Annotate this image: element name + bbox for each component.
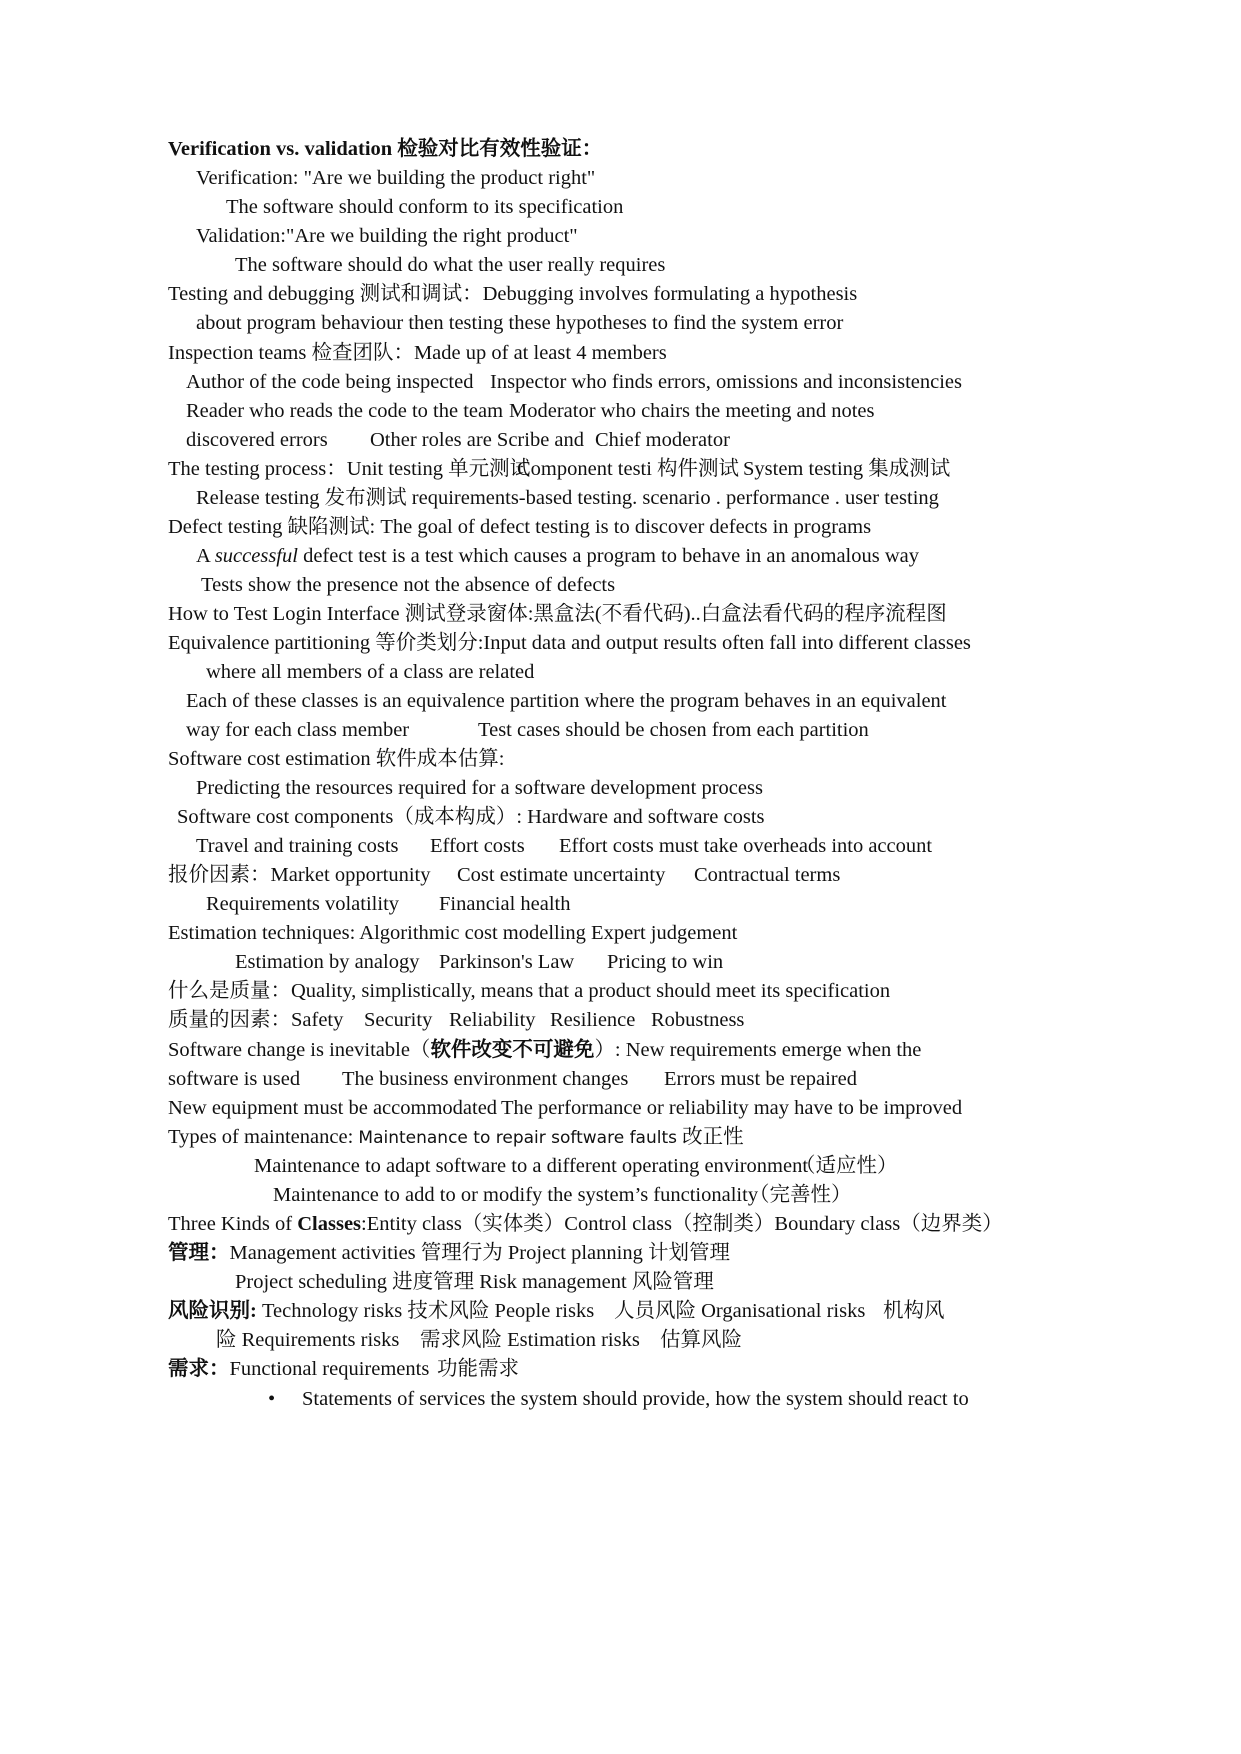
- text-line: Statements of services the system should provide, how the system should react to: [302, 1388, 969, 1410]
- text-line: The performance or reliability may have to be improved: [501, 1097, 963, 1119]
- text-line: Validation:"Are we building the right product": [196, 225, 578, 247]
- text-line: Maintenance to adapt software to a different operating environment: [254, 1155, 809, 1177]
- text-line: Pricing to win: [607, 951, 724, 973]
- text-line: 什么是质量：Quality, simplistically, means that a product should meet its specification: [168, 980, 891, 1002]
- text-line: 估算风险: [660, 1329, 742, 1351]
- text-line: Cost estimate uncertainty: [457, 864, 666, 886]
- text-line: 险 Requirements risks: [216, 1329, 400, 1351]
- text-line: The software should do what the user really requires: [235, 254, 666, 276]
- text-line: How to Test Login Interface 测试登录窗体:黑盒法(不看代码)..白盒法看代码的程序流程图: [168, 603, 947, 625]
- text-line: 质量的因素：Safety: [168, 1009, 344, 1031]
- text-line: Errors must be repaired: [664, 1068, 857, 1090]
- text-line: 需求：Functional requirements: [168, 1358, 430, 1380]
- text-line: where all members of a class are related: [206, 661, 535, 683]
- text-line: Author of the code being inspected: [186, 371, 474, 393]
- bullet-icon: •: [268, 1388, 276, 1410]
- text-line: Inspection teams 检查团队：Made up of at least 4 members: [168, 342, 667, 364]
- text-line: A successful defect test is a test which causes a program to behave in an anomalous way: [196, 545, 919, 567]
- text-line: Software change is inevitable（软件改变不可避免）: New requirements emerge when the: [168, 1039, 922, 1061]
- text-line: Inspector who finds errors, omissions and inconsistencies: [490, 371, 962, 393]
- heading-verification-validation: Verification vs. validation 检验对比有效性验证：: [168, 138, 603, 160]
- text-line: Robustness: [651, 1009, 745, 1031]
- text-line: Tests show the presence not the absence of defects: [201, 574, 616, 596]
- text-line: Financial health: [439, 893, 571, 915]
- text-line: 功能需求: [437, 1358, 519, 1380]
- text-line: Effort costs: [430, 835, 525, 857]
- text-line: Maintenance to add to or modify the system’s functionality: [273, 1184, 759, 1206]
- text-line: Chief moderator: [595, 429, 730, 451]
- text-line: Contractual terms: [694, 864, 841, 886]
- text-line: Effort costs must take overheads into account: [559, 835, 933, 857]
- text-line: Software cost estimation 软件成本估算:: [168, 748, 505, 770]
- text-line: The testing process：Unit testing 单元测试: [168, 458, 531, 480]
- text-line: Test cases should be chosen from each partition: [478, 719, 869, 741]
- text-line: 管理：Management activities 管理行为 Project planning 计划管理: [168, 1242, 730, 1264]
- text-line: 人员风险 Organisational risks: [614, 1300, 866, 1322]
- text-line: Software cost components（成本构成）: Hardware and software costs: [177, 806, 765, 828]
- text-line: Defect testing 缺陷测试: The goal of defect testing is to discover defects in programs: [168, 516, 872, 538]
- text-line: Equivalence partitioning 等价类划分:Input data and output results often fall into different classes: [168, 632, 971, 654]
- text-line: New equipment must be accommodated: [168, 1097, 498, 1119]
- text-line: 报价因素：Market opportunity: [168, 864, 431, 886]
- text-line: System testing 集成测试: [743, 458, 951, 480]
- text-line: software is used: [168, 1068, 301, 1090]
- text-line: Types of maintenance: Maintenance to repair software faults 改正性: [168, 1126, 744, 1148]
- text-line: Predicting the resources required for a software development process: [196, 777, 763, 799]
- text-line: Travel and training costs: [196, 835, 399, 857]
- text-line: Resilience: [550, 1009, 636, 1031]
- text-line: discovered errors: [186, 429, 328, 451]
- text-line: way for each class member: [186, 719, 410, 741]
- text-line: Security: [364, 1009, 433, 1031]
- text-line: Verification: "Are we building the product right": [196, 167, 596, 189]
- text-line: 机构风: [883, 1300, 945, 1322]
- text-line: Moderator who chairs the meeting and notes: [509, 400, 875, 422]
- text-line: Component testi: [517, 458, 652, 480]
- text-line: Project scheduling 进度管理 Risk management 风险管理: [235, 1271, 714, 1293]
- text-line: Release testing 发布测试 requirements-based testing. scenario . performance . user testing: [196, 487, 939, 509]
- text-line: Requirements volatility: [206, 893, 400, 915]
- text-line: Reliability: [449, 1009, 536, 1031]
- text-line: Each of these classes is an equivalence partition where the program behaves in an equivalent: [186, 690, 947, 712]
- text-line: （完善性）: [749, 1184, 852, 1206]
- text-line: about program behaviour then testing these hypotheses to find the system error: [196, 312, 844, 334]
- text-line: （适应性）: [795, 1155, 898, 1177]
- text-line: 风险识别: Technology risks 技术风险 People risks: [168, 1300, 595, 1322]
- text-line: Three Kinds of Classes:Entity class（实体类）Control class（控制类）Boundary class（边界类）: [168, 1213, 1003, 1235]
- text-line: The software should conform to its specification: [226, 196, 624, 218]
- text-line: Testing and debugging 测试和调试：Debugging involves formulating a hypothesis: [168, 283, 858, 305]
- text-line: Parkinson's Law: [439, 951, 575, 973]
- text-line: Estimation by analogy: [235, 951, 420, 973]
- text-line: Reader who reads the code to the team: [186, 400, 504, 422]
- text-line: Other roles are Scribe and: [370, 429, 585, 451]
- text-line: 构件测试: [657, 458, 739, 480]
- text-line: 需求风险 Estimation risks: [420, 1329, 640, 1351]
- text-line: Estimation techniques: Algorithmic cost modelling Expert judgement: [168, 922, 738, 944]
- text-line: The business environment changes: [342, 1068, 629, 1090]
